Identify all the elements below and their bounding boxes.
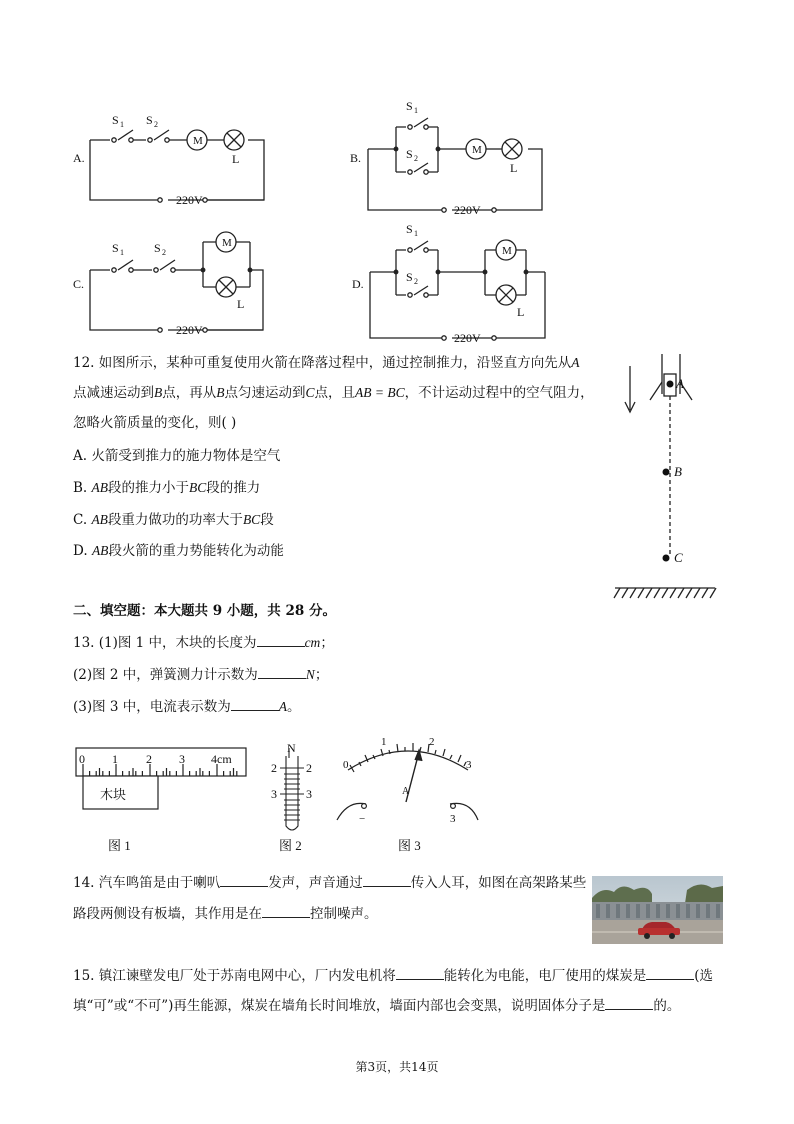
figure-1-caption: 图 1	[108, 838, 131, 853]
switch-s2-label: S	[154, 241, 161, 255]
q12-stem-line3: 忽略火箭质量的变化，则( )	[73, 415, 237, 431]
switch-s2-sub: 2	[154, 120, 158, 129]
q12-var-c: C	[305, 385, 315, 400]
motor-label: M	[472, 144, 482, 156]
q13-figures	[70, 738, 490, 858]
ruler-tick-label: 0	[79, 752, 85, 766]
wood-block-label: 木块	[100, 787, 127, 802]
option-text: 段火箭的重力势能转化为动能	[108, 543, 284, 559]
q12-text: 点，再从	[162, 385, 217, 401]
voltage-label: 220V	[176, 193, 203, 207]
q12-var-b: B	[216, 385, 225, 400]
option-text: 段的推力小于	[108, 480, 190, 496]
voltage-label: 220V	[176, 323, 203, 337]
option-var: BC	[189, 480, 207, 495]
meter-tick-label: 0	[343, 759, 349, 771]
q14-text: 14. 汽车鸣笛是由于喇叭	[73, 875, 221, 891]
q13-text: (2)图 2 中，弹簧测力计示数为	[73, 667, 258, 683]
q12-equation: AB = BC	[355, 385, 405, 400]
switch-s2-label: S	[146, 113, 153, 127]
q12-text: ，不计运动过程中的空气阻力，	[404, 385, 594, 401]
q12-text: 12. 如图所示，某种可重复使用火箭在降落过程中，通过控制推力，沿竖直方向先从	[73, 355, 572, 371]
switch-s2-sub: 2	[414, 154, 418, 163]
switch-s1-sub: 1	[414, 106, 418, 115]
switch-s1-label: S	[112, 241, 119, 255]
option-var: AB	[91, 543, 109, 558]
meter-terminal-3: 3	[450, 813, 456, 825]
meter-tick-label: 3	[466, 759, 472, 771]
point-c-label: C	[674, 550, 683, 565]
option-text: 段的推力	[206, 480, 261, 496]
meter-tick-label: 2	[429, 738, 435, 748]
q12-var-b: B	[154, 385, 163, 400]
answer-blank[interactable]	[257, 633, 305, 647]
motor-label: M	[502, 245, 512, 257]
lamp-label: L	[232, 152, 240, 166]
meter-unit-label: A	[402, 786, 410, 797]
voltage-label: 220V	[454, 203, 481, 217]
switch-s2-sub: 2	[414, 277, 418, 286]
answer-blank[interactable]	[258, 665, 306, 679]
q14-text: 传入人耳，如图在高架路某些	[410, 875, 587, 891]
q14-text: 控制噪声。	[310, 906, 378, 922]
answer-blank[interactable]	[363, 873, 411, 887]
switch-s1-sub: 1	[120, 120, 124, 129]
spring-tick-label: 3	[306, 787, 312, 801]
q15-text: 15. 镇江谏壁发电厂处于苏南电网中心，厂内发电机将	[73, 968, 396, 984]
q13-part1	[73, 633, 334, 653]
unit: N	[305, 667, 315, 682]
q12-text: 点，且	[314, 385, 356, 401]
option-text: B.	[73, 480, 92, 496]
spring-tick-label: 2	[271, 761, 277, 775]
point-b	[663, 469, 670, 476]
q12-option-d	[73, 541, 284, 561]
voltage-label: 220V	[454, 331, 481, 345]
q14-text: 发声，声音通过	[268, 875, 363, 891]
ruler-tick-label: 4cm	[211, 752, 232, 766]
point-c	[663, 555, 670, 562]
q12-var-a: A	[571, 355, 580, 370]
answer-blank[interactable]	[646, 966, 694, 980]
point-a-label: A	[676, 376, 684, 391]
circuit-a-label: A.	[73, 151, 85, 165]
q12-stem-line1	[73, 353, 580, 373]
ammeter-figure	[337, 743, 478, 820]
switch-s2-label: S	[406, 147, 413, 161]
switch-s1-label: S	[406, 222, 413, 236]
option-text: D.	[73, 543, 92, 559]
answer-blank[interactable]	[396, 966, 444, 980]
switch-s1-sub: 1	[414, 229, 418, 238]
circuit-diagrams	[60, 92, 560, 347]
q14-line2	[73, 904, 378, 924]
circuit-d-label: D.	[352, 277, 364, 291]
spring-unit-label: N	[287, 741, 296, 755]
circuit-c-label: C.	[73, 277, 85, 291]
q13-text: 。	[287, 699, 301, 715]
q15-line2	[73, 996, 680, 1016]
option-var: BC	[242, 512, 261, 527]
spring-tick-label: 2	[306, 761, 312, 775]
circuit-d	[370, 240, 545, 340]
ruler-tick-label: 3	[179, 752, 185, 766]
q13-part3	[73, 697, 301, 717]
answer-blank[interactable]	[262, 904, 310, 918]
point-b-label: B	[674, 464, 682, 479]
motor-label: M	[222, 237, 232, 249]
switch-s1-sub: 1	[120, 248, 124, 257]
q15-text: 填“可”或“不可”)再生能源，煤炭在墙角长时间堆放，墙面内部也会变黑，说明固体分子是	[73, 998, 606, 1014]
point-a	[667, 381, 674, 388]
ruler-tick-label: 2	[146, 752, 152, 766]
meter-terminal-minus: −	[359, 813, 366, 825]
q12-option-a: A. 火箭受到推力的施力物体是空气	[73, 448, 281, 464]
switch-s1-label: S	[112, 113, 119, 127]
q15-text: 能转化为电能，电厂使用的煤炭是	[443, 968, 647, 984]
meter-tick-label: 1	[381, 738, 387, 748]
lamp-label: L	[237, 297, 245, 311]
switch-s1-label: S	[406, 99, 413, 113]
spring-scale-figure	[280, 748, 304, 830]
lamp-label: L	[517, 305, 525, 319]
q15-text: 的。	[653, 998, 681, 1014]
switch-s2-sub: 2	[162, 248, 166, 257]
switch-s2-label: S	[406, 270, 413, 284]
answer-blank[interactable]	[220, 873, 268, 887]
option-var: AB	[91, 480, 109, 495]
q15-line1	[73, 966, 713, 986]
q13-text: (3)图 3 中，电流表示数为	[73, 699, 231, 715]
q12-text: 点减速运动到	[73, 385, 154, 401]
unit: A	[278, 699, 288, 714]
circuit-a	[90, 130, 264, 202]
circuit-b-label: B.	[350, 151, 362, 165]
option-text: C.	[73, 512, 92, 528]
answer-blank[interactable]	[605, 996, 653, 1010]
option-text: 段	[260, 512, 274, 528]
ruler-tick-label: 1	[112, 752, 118, 766]
q13-text: ；	[314, 667, 329, 683]
q12-stem-line2	[73, 383, 594, 403]
figure-3-caption: 图 3	[398, 838, 421, 853]
motor-label: M	[193, 135, 203, 147]
highway-photo	[592, 876, 723, 944]
q13-text: 13. (1)图 1 中，木块的长度为	[73, 635, 257, 651]
q13-part2	[73, 665, 328, 685]
q13-text: ；	[320, 635, 334, 651]
section-title: 二、填空题：本大题共 9 小题，共 28 分。	[73, 603, 336, 619]
q14-line1	[73, 873, 586, 893]
q14-text: 路段两侧设有板墙，其作用是在	[73, 906, 262, 922]
option-text: 段重力做功的功率大于	[107, 512, 243, 528]
lamp-label: L	[510, 161, 518, 175]
q12-text: 点匀速运动到	[224, 385, 306, 401]
q12-option-b	[73, 478, 260, 498]
page-footer: 第3页，共14页	[355, 1060, 439, 1074]
q15-text: (选	[694, 968, 714, 984]
unit: cm	[304, 635, 321, 650]
q12-option-c	[73, 510, 274, 530]
answer-blank[interactable]	[231, 697, 279, 711]
option-var: AB	[91, 512, 108, 527]
rocket-figure	[610, 352, 725, 607]
figure-2-caption: 图 2	[279, 838, 302, 853]
spring-tick-label: 3	[271, 787, 277, 801]
